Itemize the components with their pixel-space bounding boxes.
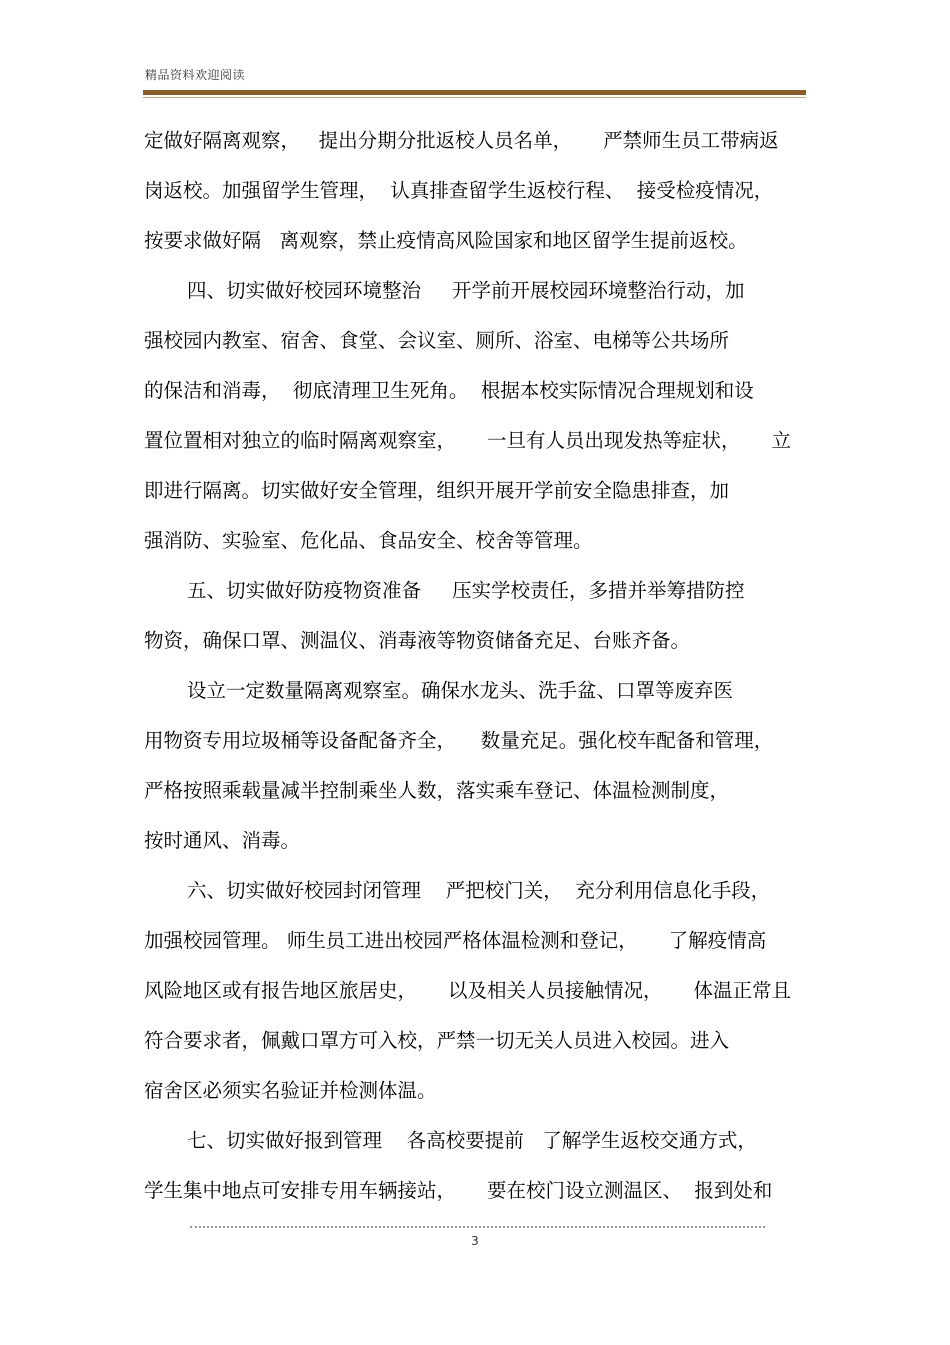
body-line: 按时通风、消毒。: [144, 829, 301, 852]
page-header: 精品资料欢迎阅读: [145, 68, 246, 82]
header-rule-thin: [143, 97, 806, 98]
body-line: 即进行隔离。切实做好安全管理，组织开展开学前安全隐患排查，加: [144, 479, 730, 502]
body-line: 严格按照乘载量减半控制乘坐人数，落实乘车登记、体温检测制度，: [144, 779, 730, 802]
body-line: 用物资专用垃圾桶等设备配备齐全， 数量充足。强化校车配备和管理，: [144, 729, 774, 752]
document-body: [144, 124, 808, 1224]
body-line: 符合要求者，佩戴口罩方可入校，严禁一切无关人员进入校园。进入: [144, 1029, 730, 1052]
body-line: 物资，确保口罩、测温仪、消毒液等物资储备充足、台账齐备。: [144, 629, 691, 652]
body-line: 置位置相对独立的临时隔离观察室， 一旦有人员出现发热等症状， 立: [144, 429, 791, 452]
paragraph-start-line: 设立一定数量隔离观察室。确保水龙头、洗手盆、口罩等废弃医: [187, 679, 734, 702]
body-line: 的保洁和消毒， 彻底清理卫生死角。 根据本校实际情况合理规划和设: [144, 379, 754, 402]
body-line: 宿舍区必须实名验证并检测体温。: [144, 1079, 437, 1102]
body-line: 强校园内教室、宿舍、食堂、会议室、厕所、浴室、电梯等公共场所: [144, 329, 730, 352]
body-line: 学生集中地点可安排专用车辆接站， 要在校门设立测温区、 报到处和: [144, 1179, 773, 1202]
body-line: 定做好隔离观察， 提出分期分批返校人员名单， 严禁师生员工带病返: [144, 129, 779, 152]
section-heading-line: 五、切实做好防疫物资准备 压实学校责任，多措并举筹措防控: [187, 579, 745, 602]
body-line: 按要求做好隔 离观察，禁止疫情高风险国家和地区留学生提前返校。: [144, 229, 748, 252]
section-heading-line: 四、切实做好校园环境整治 开学前开展校园环境整治行动，加: [187, 279, 745, 302]
section-heading-line: 六、切实做好校园封闭管理 严把校门关， 充分利用信息化手段，: [187, 879, 771, 902]
body-line: 强消防、实验室、危化品、食品安全、校舍等管理。: [144, 529, 593, 552]
body-line: 加强校园管理。 师生员工进出校园严格体温检测和登记， 了解疫情高: [144, 929, 767, 952]
body-line: 岗返校。加强留学生管理， 认真排查留学生返校行程、 接受检疫情况，: [144, 179, 774, 202]
section-heading-line: 七、切实做好报到管理 各高校要提前 了解学生返校交通方式，: [187, 1129, 757, 1152]
page-number: 3: [471, 1234, 479, 1248]
footer-rule: [190, 1226, 765, 1228]
body-line: 风险地区或有报告地区旅居史， 以及相关人员接触情况， 体温正常且: [144, 979, 791, 1002]
header-rule: [143, 90, 806, 95]
